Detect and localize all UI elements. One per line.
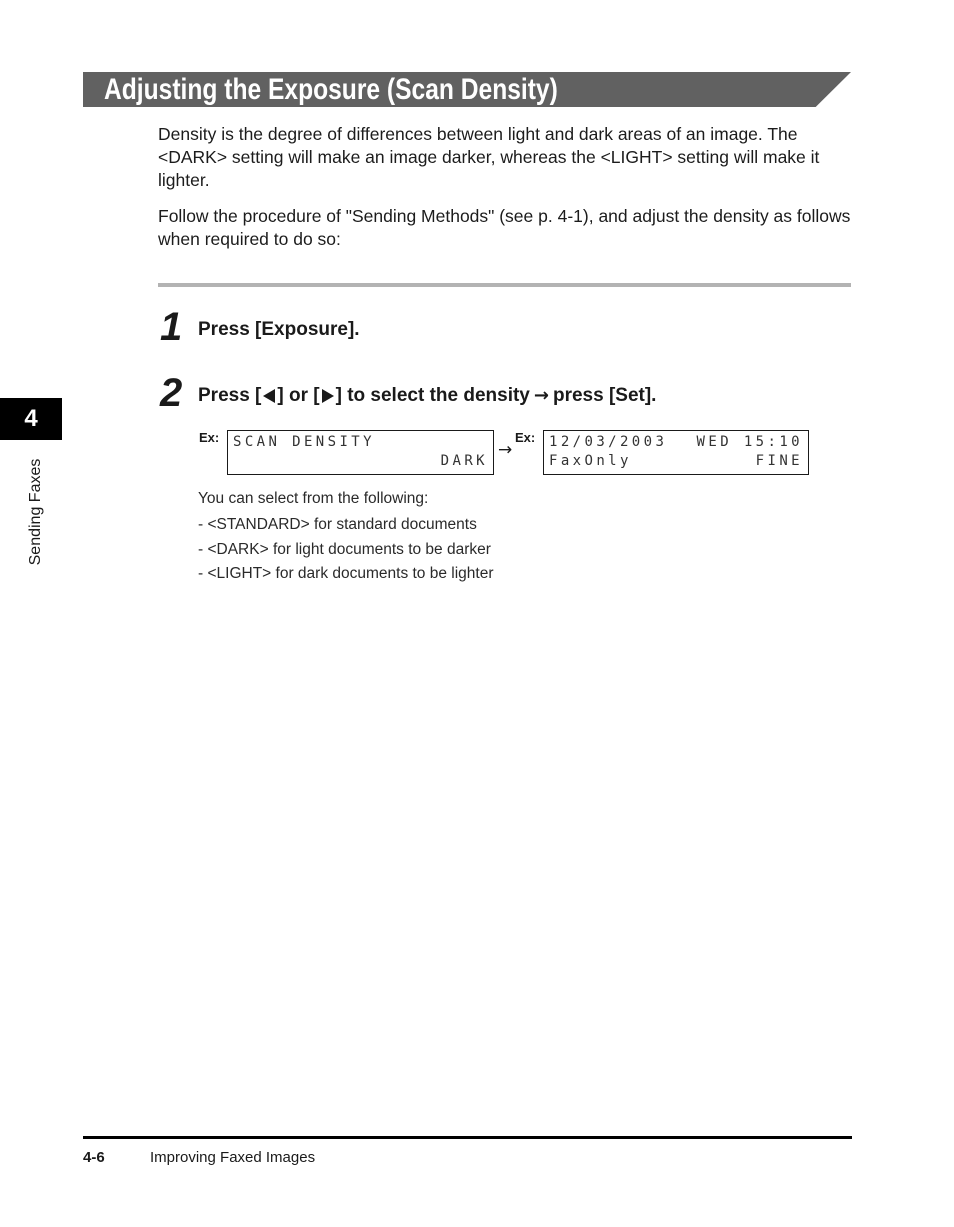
lcd-1-line-2-text: DARK [440,453,488,469]
page-number: 4-6 [83,1149,105,1166]
step-2-number: 2 [160,371,183,415]
lcd-1-line-1-text: SCAN DENSITY [233,434,375,450]
page-title: Adjusting the Exposure (Scan Density) [104,73,558,106]
left-arrow-key-icon [263,389,275,403]
right-arrow-key-icon [322,389,334,403]
step-1-number: 1 [160,305,183,349]
example-1-label: Ex: [199,430,220,445]
chapter-tab: 4 [0,398,62,440]
step-2-arrow-icon: → [533,385,549,406]
step-2-text [198,384,656,408]
example-2-label: Ex: [515,430,536,445]
step-2-text-mid: ] or [ [277,385,320,406]
step-1-text: Press [Exposure]. [198,319,360,340]
section-divider [158,283,851,287]
lcd-2-date: 12/03/2003 [549,434,668,450]
lcd-2-resolution: FINE [755,453,803,469]
chapter-side-label-text: Sending Faxes [27,458,44,566]
list-item: - <LIGHT> for dark documents to be lighter [198,565,494,582]
lcd-display-1 [227,430,494,475]
footer-divider [83,1136,852,1139]
intro-paragraph-1: Density is the degree of differences between light and dark areas of an image. The <DARK> setting will make an image darker, whereas the <LIGHT> setting will make it lighter. [158,124,820,190]
lcd-2-mode: FaxOnly [549,453,632,469]
step-2-text-before: Press [ [198,385,262,406]
lcd-1-line-1 [233,433,488,452]
lcd-display-2 [543,430,809,475]
intro-paragraph-2: Follow the procedure of "Sending Methods" (see p. 4-1), and adjust the density as follows when required to do so: [158,206,851,249]
footer-section-title: Improving Faxed Images [150,1149,316,1166]
lcd-2-line-1 [549,433,803,452]
step-2-text-after: ] to select the density [335,385,530,406]
step-2-text-end: press [Set]. [552,385,657,406]
list-item: - <STANDARD> for standard documents [198,516,477,533]
list-item: - <DARK> for light documents to be darker [198,541,491,558]
transition-arrow-icon: → [498,440,513,460]
lcd-1-line-2 [233,452,488,471]
lcd-2-day-time: WED 15:10 [696,434,803,450]
notes-intro: You can select from the following: [198,490,429,507]
lcd-2-line-2 [549,452,803,471]
